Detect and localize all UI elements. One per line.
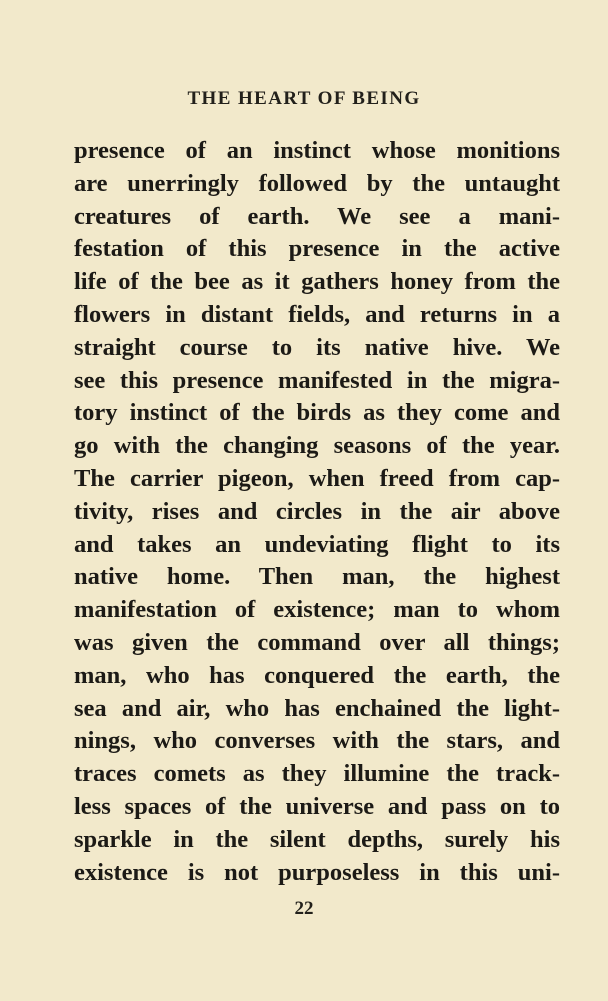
text-line: tivity, rises and circles in the air above: [74, 497, 560, 525]
text-line: was given the command over all things;: [74, 628, 560, 656]
text-line: creatures of earth. We see a mani-: [74, 202, 560, 230]
text-line: native home. Then man, the highest: [74, 563, 560, 591]
text-line: straight course to its native hive. We: [74, 333, 560, 361]
text-line: and takes an undeviating flight to its: [74, 530, 560, 558]
text-line: presence of an instinct whose monitions: [74, 137, 560, 164]
text-line: life of the bee as it gathers honey from the: [74, 268, 560, 296]
text-line: less spaces of the universe and pass on to: [74, 792, 560, 820]
page-number: 22: [294, 898, 314, 919]
text-line: festation of this presence in the active: [74, 235, 560, 263]
text-line: sparkle in the silent depths, surely his: [74, 825, 560, 853]
text-line: manifestation of existence; man to whom: [74, 596, 560, 624]
text-line: The carrier pigeon, when freed from cap-: [74, 464, 560, 492]
body-text: [74, 135, 560, 889]
text-line: sea and air, who has enchained the light-: [74, 694, 560, 722]
text-line: nings, who converses with the stars, and: [74, 727, 560, 755]
running-head: THE HEART OF BEING: [187, 88, 421, 109]
text-line: see this presence manifested in the migra-: [74, 366, 560, 394]
text-line: existence is not purposeless in this uni-: [74, 858, 560, 886]
text-line: traces comets as they illumine the track-: [74, 760, 560, 788]
text-line: man, who has conquered the earth, the: [74, 661, 560, 689]
text-line: flowers in distant fields, and returns in a: [74, 300, 560, 328]
text-line: are unerringly followed by the untaught: [74, 169, 560, 197]
text-line: go with the changing seasons of the year.: [74, 432, 560, 460]
text-line: tory instinct of the birds as they come and: [74, 399, 560, 427]
